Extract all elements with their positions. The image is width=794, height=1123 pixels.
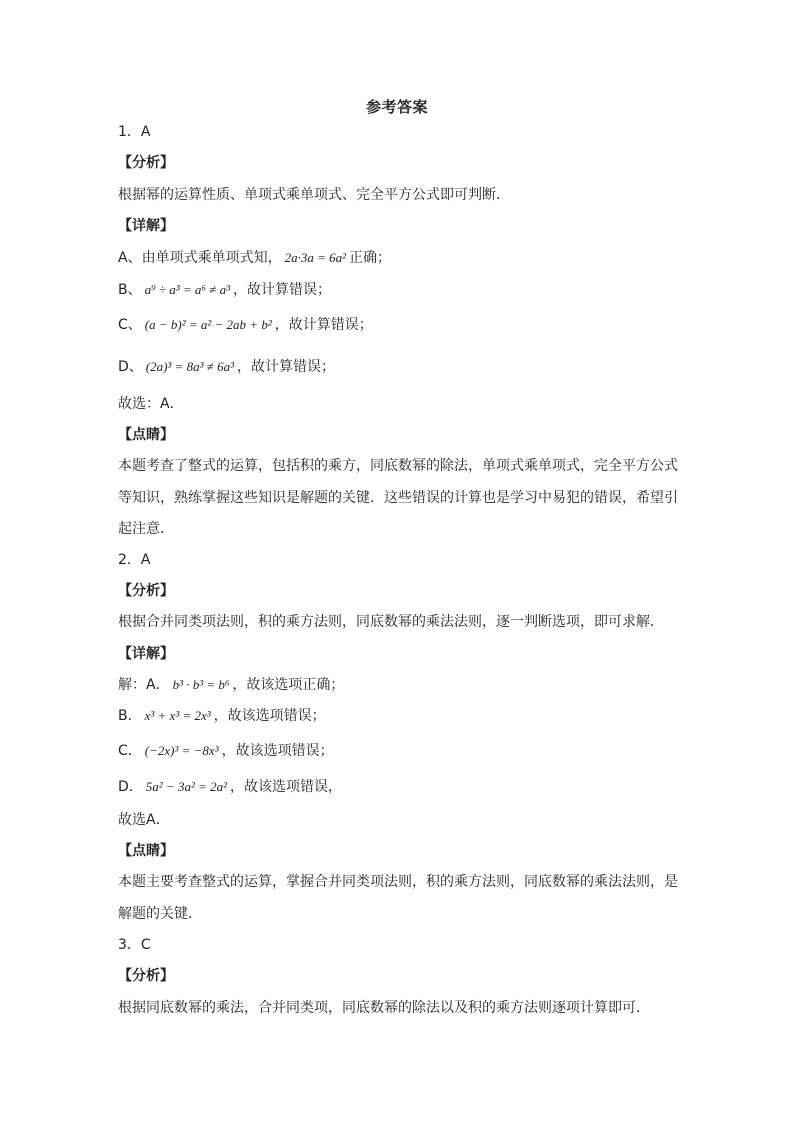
q1-option-a-suffix: 正确； xyxy=(349,250,391,266)
q1-option-d xyxy=(118,357,335,377)
q2-option-a-prefix: 解：A． xyxy=(118,677,170,693)
q3-number: 3．C xyxy=(118,937,151,953)
q1-option-d-suffix: ，故计算错误； xyxy=(237,359,336,375)
q2-option-a-formula: b³ · b³ = b⁶ xyxy=(172,677,230,692)
q2-analysis-text: 根据合并同类项法则，积的乘方法则，同底数幂的乘法法则，逐一判断选项，即可求解． xyxy=(118,614,664,630)
page-title: 参考答案 xyxy=(365,98,428,116)
q1-option-d-formula: (2a)³ = 8a³ ≠ 6a³ xyxy=(145,359,235,374)
q1-option-c xyxy=(118,315,373,335)
q1-comment-line-2: 等知识，熟练掌握这些知识是解题的关键．这些错误的计算也是学习中易犯的错误，希望引 xyxy=(118,490,678,506)
q1-option-c-prefix: C、 xyxy=(118,317,142,333)
q1-option-b-formula: a⁹ ÷ a³ = a⁶ ≠ a³ xyxy=(144,282,230,297)
q1-option-d-prefix: D、 xyxy=(118,359,143,375)
q2-option-d xyxy=(118,777,342,797)
q1-comment-line-1: 本题考查了整式的运算，包括积的乘方，同底数幂的除法，单项式乘单项式，完全平方公式 xyxy=(118,458,678,474)
q2-number: 2．A xyxy=(118,552,151,568)
q3-analysis-label: 【分析】 xyxy=(118,968,174,984)
q2-option-d-prefix: D． xyxy=(118,779,143,795)
q2-option-c-prefix: C． xyxy=(118,743,142,759)
q1-option-b xyxy=(118,280,331,300)
q2-option-d-suffix: ，故该选项错误， xyxy=(230,779,343,795)
q2-option-c xyxy=(118,741,334,761)
q2-option-b-formula: x³ + x³ = 2x³ xyxy=(144,708,211,723)
q1-option-b-suffix: ，故计算错误； xyxy=(233,282,331,298)
q1-number: 1．A xyxy=(118,124,151,140)
q1-analysis-label: 【分析】 xyxy=(118,155,174,171)
q1-analysis-text: 根据幂的运算性质、单项式乘单项式、完全平方公式即可判断． xyxy=(118,187,510,203)
q1-option-a-prefix: A、由单项式乘单项式知， xyxy=(118,250,282,266)
q2-comment-line-1: 本题主要考查整式的运算，掌握合并同类项法则，积的乘方法则，同底数幂的乘法法则，是 xyxy=(118,874,678,890)
q1-comment-label: 【点睛】 xyxy=(118,427,174,443)
q1-detail-label: 【详解】 xyxy=(118,218,174,234)
q2-option-c-suffix: ，故该选项错误； xyxy=(221,743,334,759)
q2-option-b-suffix: ，故该选项错误； xyxy=(213,708,326,724)
q2-option-d-formula: 5a² − 3a² = 2a² xyxy=(145,779,228,794)
q2-analysis-label: 【分析】 xyxy=(118,583,174,599)
q2-option-a-suffix: ，故该选项正确； xyxy=(232,677,345,693)
q1-option-c-suffix: ，故计算错误； xyxy=(274,317,373,333)
q3-analysis-text: 根据同底数幂的乘法，合并同类项，同底数幂的除法以及积的乘方法则逐项计算即可． xyxy=(118,1000,650,1016)
q2-option-a xyxy=(118,675,344,695)
q2-option-c-formula: (−2x)³ = −8x³ xyxy=(144,743,219,758)
q1-comment-line-3: 起注意． xyxy=(118,521,174,537)
q2-comment-label: 【点睛】 xyxy=(118,843,174,859)
q2-conclusion: 故选A． xyxy=(118,812,170,828)
q2-option-b xyxy=(118,706,326,726)
q2-detail-label: 【详解】 xyxy=(118,646,174,662)
q2-option-b-prefix: B． xyxy=(118,708,142,724)
q1-option-a xyxy=(118,248,391,268)
q2-comment-line-2: 解题的关键． xyxy=(118,906,202,922)
q1-conclusion: 故选：A． xyxy=(118,396,184,412)
q1-option-b-prefix: B、 xyxy=(118,282,142,298)
q1-option-c-formula: (a − b)² = a² − 2ab + b² xyxy=(144,317,272,332)
q1-option-a-formula: 2a·3a = 6a² xyxy=(284,250,346,265)
